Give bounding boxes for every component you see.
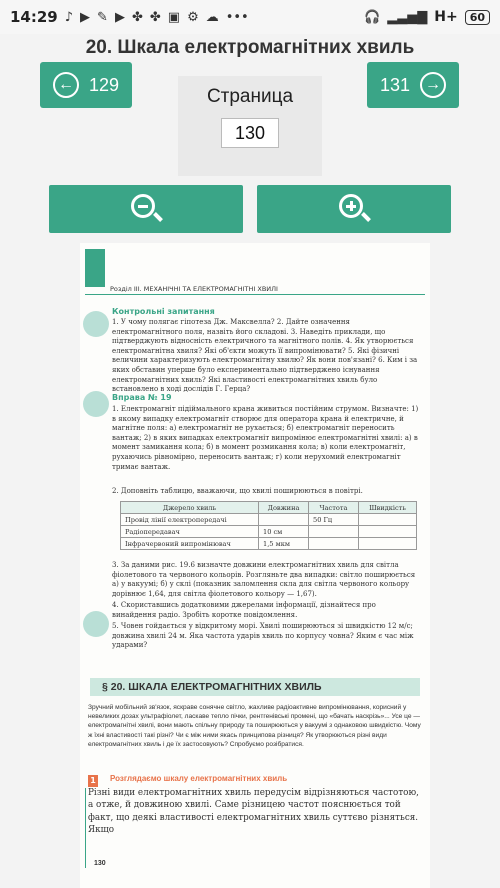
play-icon: ▶ <box>80 9 91 25</box>
table-row <box>121 538 417 550</box>
owl-icon <box>83 391 109 417</box>
textbook-page <box>80 243 430 888</box>
table-cell <box>359 526 417 538</box>
table-cell <box>309 538 359 550</box>
page-title: 20. Шкала електромагнітних хвиль <box>85 37 415 58</box>
table-header: Довжина <box>259 502 309 514</box>
table-cell <box>359 514 417 526</box>
table-cell: 50 Гц <box>309 514 359 526</box>
divider <box>85 294 425 295</box>
decor-bar <box>85 249 105 287</box>
subsection-title: Розглядаємо шкалу електромагнітних хвиль <box>110 774 288 783</box>
network-type: H+ <box>434 9 458 25</box>
pinwheel-icon: ✤ <box>149 9 161 25</box>
signal-icon: ▂▃▅▇ <box>387 9 428 25</box>
table-header: Джерело хвиль <box>121 502 259 514</box>
owl-icon <box>83 611 109 637</box>
zoom-out-button[interactable] <box>49 185 243 233</box>
zoom-in-icon <box>337 192 371 226</box>
table-header: Швидкість <box>359 502 417 514</box>
exercise-2: 2. Доповніть таблицю, вважаючи, що хвилі поширюються в повітрі. <box>112 487 363 495</box>
margin-line <box>85 788 86 868</box>
page-selector <box>178 76 322 176</box>
headphones-icon: 🎧 <box>364 9 381 25</box>
prev-page-button[interactable] <box>40 62 132 108</box>
section-header: Розділ III. МЕХАНІЧНІ ТА ЕЛЕКТРОМАГНІТНІ ХВИЛІ <box>110 285 278 293</box>
arrow-left-icon: ← <box>53 72 79 98</box>
intro-text: Зручний мобільний зв'язок, яскраве сонячне світло, жахливе радіоактивне випромінювання, корисний у невеликих дозах ультрафіолет, ласкаве тепло пічки, рентгенівські промені, що «бачать наскрізь»... Усе це — електромагнітні хвилі, вони мають спільну природу та поширюються у вакуумі з однаковою швидкістю. Чому ж їхні властивості такі різні? Чи є між ними якась принципова різниця? Як утворюються різні види електромагнітних хвиль і де їх застосовують? Спробуємо розібратися. <box>88 704 421 748</box>
table-row <box>121 526 417 538</box>
table-cell: Радіопередавач <box>121 526 259 538</box>
tiktok-icon: ♪ <box>64 9 74 25</box>
table-row <box>121 514 417 526</box>
owl-icon <box>83 311 109 337</box>
exercise-1: 1. Електромагніт підіймального крана живиться постійним струмом. Визначте: 1) в якому випадку електромагніт створює для оператора крана й електричне, й магнітне поля: а) електромагніт не рухається; б) електромагніт переносить вантаж; 2) в яких випадках електромагніт випромінює електромагнітні хвилі: а) в момент замикання кола; б) в момент розмикання кола; в) коли електромагніт, рухаючись рівномірно, переносить вантаж; г) коли нерухомий електромагніт тримає вантаж. <box>112 405 419 471</box>
zoom-in-button[interactable] <box>257 185 451 233</box>
pinwheel-icon: ✤ <box>131 9 143 25</box>
prev-page-number: 129 <box>88 74 120 95</box>
exercise-4: 4. Скориставшись додатковими джерелами інформації, дізнайтеся про винайдення радіо. Зробіть коротке повідомлення. <box>112 601 376 619</box>
battery-icon: 60 <box>465 10 490 25</box>
settings-icon: ⚙ <box>187 9 199 25</box>
table-cell: 10 см <box>259 526 309 538</box>
control-questions-text: 1. У чому полягає гіпотеза Дж. Максвелла? 2. Дайте означення електромагнітного поля, назвіть його складові. 3. Наведіть приклади, що підтверджують відносність електричного та магнітного полів. 4. Як утворюється електромагнітна хвиля? Які об'єкти можуть її випромінювати? 5. Які фізичні величини характеризують електромагнітну хвилю? Як вони пов'язані? 6. Ким і за яких обставин уперше було експериментально підтверджено існування електромагнітних хвиль? Які властивості електромагнітних хвиль було встановлено в ході дослідів Г. Герца? <box>112 318 418 394</box>
next-page-number: 131 <box>379 74 411 95</box>
table-cell <box>259 514 309 526</box>
section-title: § 20. ШКАЛА ЕЛЕКТРОМАГНІТНИХ ХВИЛЬ <box>90 678 420 696</box>
next-page-button[interactable] <box>367 62 459 108</box>
page-label: Страница <box>206 86 294 107</box>
page-number: 130 <box>94 860 106 867</box>
exercise-3: 3. За даними рис. 19.6 визначте довжини електромагнітних хвиль для світла фіолетового та червоного кольорів. Розгляньте два випадки: світло поширюється а) у вакуумі; б) у склі (показник заломлення скла для світла червоного кольору дорівнює 1,64, для світла фіолетового кольору — 1,67). <box>112 561 416 598</box>
tool-icon: ✎ <box>97 9 108 25</box>
cloud-icon: ☁ <box>205 9 219 25</box>
table-header: Частота <box>309 502 359 514</box>
more-icon: ••• <box>225 9 249 25</box>
status-time: 14:29 <box>10 8 58 26</box>
table-cell <box>309 526 359 538</box>
table-cell: Інфрачервоний випромінювач <box>121 538 259 550</box>
status-bar <box>0 0 500 34</box>
page-number-input[interactable]: 130 <box>221 118 279 148</box>
exercise-5: 5. Човен гойдається у відкритому морі. Хвилі поширюються зі швидкістю 12 м/с; довжина хвилі 24 м. Яка частота ударів хвиль по корпусу човна? Яким є час між ударами? <box>112 622 414 650</box>
arrow-right-icon: → <box>420 72 446 98</box>
table-cell <box>359 538 417 550</box>
table-cell: Провід лінії електропередачі <box>121 514 259 526</box>
wave-table <box>120 501 417 550</box>
exercise-title: Вправа № 19 <box>112 393 172 402</box>
body-text: Різні види електромагнітних хвиль передусім відрізняються частотою, а отже, й довжиною хвилі. Саме різницею частот пояснюється той факт, що деякі властивості електромагнітних хвиль суттєво різняться. Якщо <box>88 788 419 836</box>
table-cell: 1,5 мкм <box>259 538 309 550</box>
control-questions-title: Контрольні запитання <box>112 307 215 316</box>
play-icon: ▶ <box>114 9 125 25</box>
youtube-icon: ▣ <box>167 9 181 25</box>
zoom-out-icon <box>129 192 163 226</box>
subsection-number: 1 <box>88 775 98 787</box>
